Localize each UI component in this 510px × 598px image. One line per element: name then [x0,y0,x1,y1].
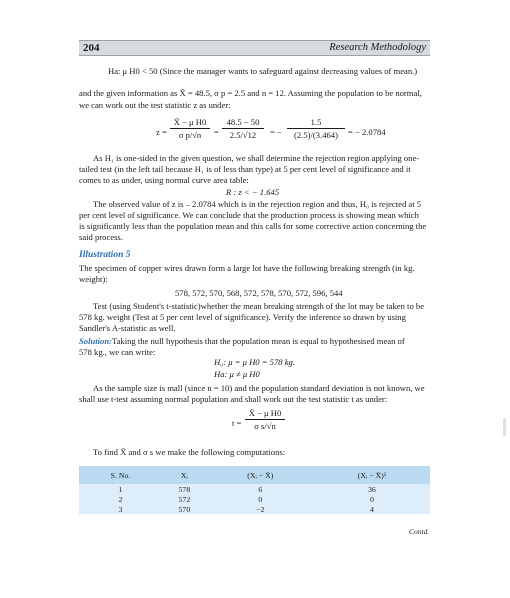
z-frac2-den: 2.5/√12 [229,130,257,140]
illustration-line2: weight): [79,274,108,284]
page-number: 204 [83,42,100,54]
data-values: 578, 572, 570, 568, 572, 578, 570, 572, 596, 544 [175,288,343,298]
cell: 2 [79,494,162,504]
para1-line3: comes to as under, using normal curve area table: [79,175,249,185]
cell: 570 [162,504,207,514]
cell: 572 [162,494,207,504]
t-num: X̄ − μ H0 [245,408,285,420]
z-eq2: = [214,127,219,137]
computation-table [79,466,430,514]
test-line1: Test (using Student's t-statistic)whether the mean breaking strength of the lot may be taken to be [93,301,425,311]
para2-line2: per cent level of significance. We can conclude that the production process is showing mean which [79,210,419,220]
para2-line3: is significantly less than the population mean and this calls for some corrective action concerning the [79,221,427,231]
z-frac3-num: 1.5 [287,117,345,129]
para2-line1: The observed value of z is – 2.0784 which is in the rejection region and thus, H₀ is rejected at 5 [93,199,422,209]
page-header [79,40,430,56]
col-sno: S. No. [79,466,162,484]
col-deviation-squared: (Xᵢ − X̄)² [314,466,430,484]
null-hypothesis: H₀: μ = μ H0 = 578 kg. [214,357,295,367]
solution-label: Solution: [79,336,112,346]
given-line: and the given information as X̄ = 48.5, σ p = 2.5 and n = 12. Assuming the population to be normal, [79,88,422,98]
cell: 1 [79,484,162,494]
solution-line1 [79,336,405,347]
sample-line2: shall use t-test assuming normal population and shall work out the test statistic t as under: [79,394,388,404]
continued-note: Contd. [409,527,430,536]
scrollbar-thumb[interactable] [503,418,506,436]
test-line3: Sandler's A-statistic as well. [79,323,176,333]
cell: 6 [207,484,314,494]
cell: 3 [79,504,162,514]
table-header-row [79,466,430,484]
find-line: To find X̄ and σ s we make the following computations: [93,447,286,457]
z-fraction-3 [287,117,345,140]
test-line2: 578 kg. weight (Test at 5 per cent level of significance). Verify the inference so drawn by using [79,312,406,322]
table-row [79,494,430,504]
col-deviation: (Xᵢ − X̄) [207,466,314,484]
z-frac1-den: σ p/√n [178,130,202,140]
col-xi: Xᵢ [162,466,207,484]
cell: 578 [162,484,207,494]
ha-line: Ha: μ H0 < 50 (Since the manager wants to safeguard against decreasing values of mean.) [108,66,418,76]
z-frac1-num: X̄ − μ H0 [170,117,210,129]
cell: 36 [314,484,430,494]
para1-line2: tailed test (in the left tail because H₁ is of less than type) at 5 per cent level of significance and it [79,164,411,174]
t-den: σ s/√n [254,421,276,431]
cell: 0 [207,494,314,504]
z-frac2-num: 48.5 − 50 [222,117,264,129]
table-row [79,484,430,494]
rejection-region: R : z < − 1.645 [226,187,280,197]
z-eq3: = − [270,127,282,137]
chapter-title: Research Methodology [329,42,426,53]
alternative-hypothesis: Ha: μ ≠ μ H0 [214,369,260,379]
cell: 4 [314,504,430,514]
z-result: = − 2.0784 [348,127,386,137]
solution-line2: 578 kg., we can write: [79,347,156,357]
para1-line1: As H₁ is one-sided in the given question, we shall determine the rejection region applying one- [93,153,420,163]
z-fraction-1 [170,117,210,140]
sample-line1: As the sample size is mall (since n = 10) and the population standard deviation is not known, we [93,383,425,393]
cell: 0 [314,494,430,504]
z-fraction-2 [222,117,264,140]
z-frac3-den: (2.5)/(3.464) [294,130,338,140]
t-eq-lhs: t = [232,418,242,428]
cell: −2 [207,504,314,514]
z-eq-lhs: z = [156,127,167,137]
work-line: we can work out the test statistic z as under: [79,100,231,110]
illustration-heading: Illustration 5 [79,250,131,260]
para2-line4: said process. [79,232,123,242]
t-fraction [245,408,285,431]
illustration-line1: The specimen of copper wires drawn form a large lot have the following breaking strength (in kg. [79,263,415,273]
solution-text: Taking the null hypothesis that the population mean is equal to hypothesised mean of [111,336,405,346]
table-row [79,504,430,514]
